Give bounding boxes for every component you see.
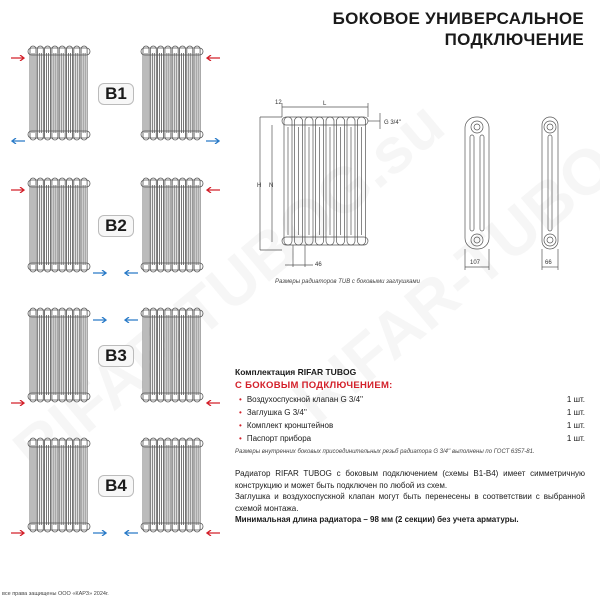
return-arrow-icon — [11, 138, 25, 144]
return-arrow-icon — [93, 530, 107, 536]
bullet-icon: • — [239, 408, 242, 417]
kit-item-name: Заглушка G 3/4'' — [246, 408, 307, 417]
dim-46: 46 — [315, 262, 322, 268]
return-arrow-icon — [124, 530, 138, 536]
return-arrow-icon — [124, 317, 138, 323]
scheme-label: B4 — [98, 475, 134, 497]
radiator-icon — [27, 437, 91, 538]
title-line-2: ПОДКЛЮЧЕНИЕ — [444, 30, 584, 49]
return-arrow-icon — [93, 270, 107, 276]
supply-arrow-icon — [11, 187, 25, 193]
return-arrow-icon — [93, 317, 107, 323]
supply-arrow-icon — [11, 55, 25, 61]
description — [235, 468, 585, 526]
dimension-drawing — [255, 95, 585, 280]
kit-item-name: Паспорт прибора — [246, 434, 312, 443]
radiator-side-view-107 — [465, 117, 489, 270]
kit-item — [235, 408, 585, 417]
scheme-label: B3 — [98, 345, 134, 367]
kit-heading: Комплектация RIFAR TUBOG — [235, 367, 357, 377]
kit-item — [235, 395, 585, 404]
dim-thread: G 3/4'' — [384, 120, 401, 126]
radiator-icon — [27, 45, 91, 146]
scheme-b1 — [0, 45, 240, 145]
radiator-icon — [140, 437, 204, 538]
dim-N: N — [269, 183, 274, 189]
return-arrow-icon — [124, 270, 138, 276]
bullet-icon: • — [239, 421, 242, 430]
supply-arrow-icon — [11, 530, 25, 536]
radiator-icon — [140, 45, 204, 146]
copyright: все права защищены ООО «КАРЗ» 2024г. — [2, 591, 109, 597]
title-line-1: БОКОВОЕ УНИВЕРСАЛЬНОЕ — [332, 9, 584, 28]
scheme-label: B1 — [98, 83, 134, 105]
supply-arrow-icon — [206, 530, 220, 536]
description-p3: Минимальная длина радиатора – 98 мм (2 секции) без учета арматуры. — [235, 515, 519, 524]
scheme-label: B2 — [98, 215, 134, 237]
radiator-icon — [140, 177, 204, 278]
kit-section — [235, 367, 585, 455]
bullet-icon: • — [239, 395, 242, 404]
kit-note: Размеры внутренних боковых присоединительных резьб радиатора G 3/4'' выполнены по ГОСТ 6357-81. — [235, 449, 535, 455]
dim-L: L — [323, 101, 327, 107]
kit-item-name: Воздухоспускной клапан G 3/4'' — [246, 395, 364, 404]
dim-66: 66 — [545, 260, 552, 266]
description-p1: Радиатор RIFAR TUBOG с боковым подключением (схемы B1-B4) имеет симметричную конструкцию и может быть подключен по любой из схем. — [235, 469, 585, 490]
radiator-icon — [27, 307, 91, 408]
kit-item — [235, 434, 585, 443]
kit-item-qty: 1 шт. — [566, 395, 585, 404]
radiator-icon — [27, 177, 91, 278]
radiator-icon — [140, 307, 204, 408]
bullet-icon: • — [239, 434, 242, 443]
return-arrow-icon — [206, 138, 220, 144]
drawing-caption: Размеры радиаторов TUB с боковыми заглушками — [275, 279, 420, 285]
kit-item — [235, 421, 585, 430]
scheme-b4 — [0, 437, 240, 537]
page-title — [333, 8, 584, 50]
scheme-b2 — [0, 177, 240, 277]
dim-H: H — [257, 183, 262, 189]
radiator-side-view-66 — [542, 117, 558, 270]
kit-item-name: Комплект кронштейнов — [246, 421, 334, 430]
description-p2: Заглушка и воздухоспускной клапан могут быть перенесены в соответствии с выбранной схемой монтажа. — [235, 492, 585, 513]
scheme-b3 — [0, 307, 240, 407]
radiator-front-view — [282, 113, 380, 245]
kit-item-qty: 1 шт. — [566, 421, 585, 430]
supply-arrow-icon — [206, 55, 220, 61]
kit-subheading: С БОКОВЫМ ПОДКЛЮЧЕНИЕМ: — [235, 380, 393, 391]
kit-item-qty: 1 шт. — [566, 408, 585, 417]
dim-12: 12 — [275, 100, 282, 106]
dim-107: 107 — [470, 260, 481, 266]
kit-item-qty: 1 шт. — [566, 434, 585, 443]
supply-arrow-icon — [206, 187, 220, 193]
supply-arrow-icon — [206, 400, 220, 406]
supply-arrow-icon — [11, 400, 25, 406]
